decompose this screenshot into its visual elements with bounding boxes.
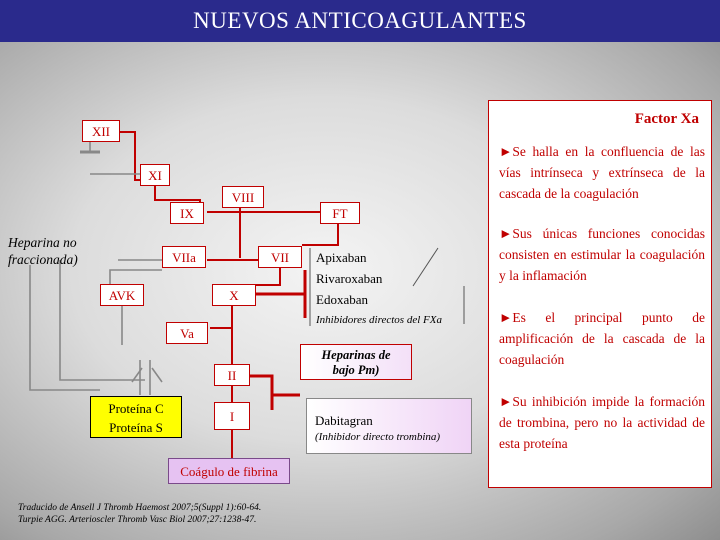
heparina-nf-line1: Heparina no <box>8 235 77 250</box>
node-i: I <box>214 402 250 430</box>
hbpm-line2: bajo Pm) <box>332 363 380 377</box>
heparina-nf-line2: fraccionada) <box>8 252 78 267</box>
node-viia: VIIa <box>162 246 206 268</box>
reference-1: Traducido de Ansell J Thromb Haemost 2007;5(Suppl 1):60-64. <box>18 503 262 513</box>
node-ii: II <box>214 364 250 386</box>
dabigatran-caption: (Inhibidor directo trombina) <box>315 431 441 443</box>
xa-drug-2: Rivaroxaban <box>316 271 383 286</box>
node-ft: FT <box>320 202 360 224</box>
xa-drug-1: Apixaban <box>316 250 367 265</box>
node-va: Va <box>166 322 208 344</box>
reference-2: Turpie AGG. Arterioscler Thromb Vasc Biol 2007;27:1238-47. <box>18 515 257 525</box>
hbpm-box <box>300 344 412 380</box>
xa-drug-3: Edoxaban <box>316 292 368 307</box>
factor-xa-point-4: ►Su inhibición impide la formación de trombina, pero no la actividad de esta proteína <box>499 394 705 451</box>
node-xii: XII <box>82 120 120 142</box>
xa-inhibitors-caption: Inhibidores directos del FXa <box>316 314 442 326</box>
dabigatran-name: Dabitagran <box>315 413 373 428</box>
node-ix: IX <box>170 202 204 224</box>
proteina-c-label: Proteína C <box>108 401 164 416</box>
node-xi: XI <box>140 164 170 186</box>
factor-xa-point-1: ►Se halla en la confluencia de las vías intrínseca y extrínseca de la cascada de la coagulación <box>499 144 705 201</box>
node-x: X <box>212 284 256 306</box>
factor-xa-point-2: ►Sus únicas funciones conocidas consisten en estimular la coagulación y la inflamación <box>499 226 705 283</box>
hbpm-line1: Heparinas de <box>321 348 391 362</box>
xa-inhibitors-panel <box>308 246 468 328</box>
factor-xa-title: Factor Xa <box>634 111 699 127</box>
node-viii: VIII <box>222 186 264 208</box>
proteina-cs-box <box>90 396 182 438</box>
proteina-s-label: Proteína S <box>109 420 163 435</box>
references <box>18 502 261 526</box>
slide-title: NUEVOS ANTICOAGULANTES <box>0 0 720 42</box>
factor-xa-point-3: ►Es el principal punto de amplificación de la cascada de la coagulación <box>499 310 705 367</box>
factor-xa-panel <box>488 100 712 488</box>
dabigatran-box <box>306 398 472 454</box>
node-vii: VII <box>258 246 302 268</box>
node-avk: AVK <box>100 284 144 306</box>
coagulo-box: Coágulo de fibrina <box>168 458 290 484</box>
heparina-nf-label <box>8 234 118 268</box>
